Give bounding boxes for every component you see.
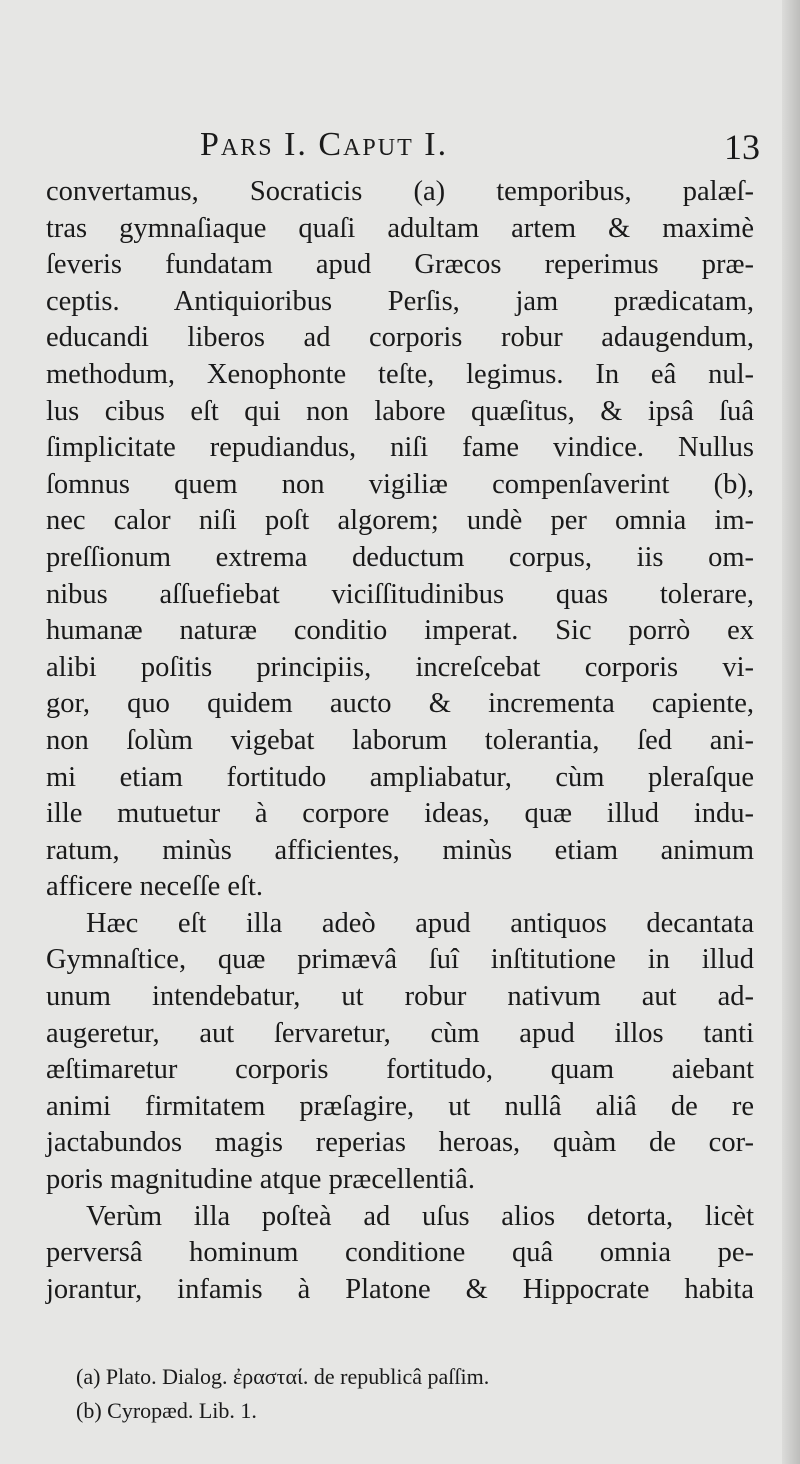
footnote-a: (a) Plato. Dialog. ἐρασταί. de republicâ paſſim. bbox=[76, 1364, 490, 1389]
text-line: ſimplicitate repudiandus, niſi fame vindice. Nullus bbox=[46, 432, 754, 464]
text-line: ceptis. Antiquioribus Perſis, jam prædicatam, bbox=[46, 285, 754, 317]
text-line: Hæc eſt illa adeò apud antiquos decantata bbox=[86, 907, 754, 939]
text-line: Verùm illa poſteà ad uſus alios detorta, licèt bbox=[86, 1200, 754, 1232]
page-number: 13 bbox=[724, 127, 760, 167]
text-line: ſomnus quem non vigiliæ compenſaverint (b), bbox=[46, 468, 754, 500]
text-line: convertamus, Socraticis (a) temporibus, palæſ- bbox=[46, 176, 754, 207]
text-line: ratum, minùs afficientes, minùs etiam animum bbox=[46, 834, 754, 866]
text-line: gor, quo quidem aucto & incrementa capiente, bbox=[46, 688, 754, 720]
text-line: methodum, Xenophonte teſte, legimus. In eâ nul- bbox=[46, 358, 754, 390]
running-head: Pars I. Caput I. bbox=[200, 126, 449, 163]
text-line: tras gymnaſiaque quaſi adultam artem & maximè bbox=[46, 212, 754, 244]
text-line: alibi poſitis principiis, increſcebat corporis vi- bbox=[46, 651, 754, 683]
text-line: nec calor niſi poſt algorem; undè per omnia im- bbox=[46, 505, 754, 537]
text-line: non ſolùm vigebat laborum tolerantia, ſed ani- bbox=[46, 724, 754, 756]
text-line: augeretur, aut ſervaretur, cùm apud illos tanti bbox=[46, 1017, 754, 1049]
text-line: jactabundos magis reperias heroas, quàm de cor- bbox=[46, 1127, 754, 1159]
text-line: ſeveris fundatam apud Græcos reperimus præ- bbox=[46, 249, 754, 281]
text-line: nibus aſſuefiebat viciſſitudinibus quas tolerare, bbox=[46, 578, 754, 610]
body-text bbox=[46, 174, 754, 1308]
text-line: lus cibus eſt qui non labore quæſitus, & ipsâ ſuâ bbox=[46, 395, 754, 427]
text-line: mi etiam fortitudo ampliabatur, cùm pleraſque bbox=[46, 761, 754, 793]
text-line: unum intendebatur, ut robur nativum aut ad- bbox=[46, 981, 754, 1013]
text-line: animi firmitatem præſagire, ut nullâ aliâ de re bbox=[46, 1090, 754, 1122]
text-line: perversâ hominum conditione quâ omnia pe- bbox=[46, 1237, 754, 1269]
text-line: Gymnaſtice, quæ primævâ ſuî inſtitutione in illud bbox=[46, 944, 754, 976]
text-line: afficere neceſſe eſt. bbox=[46, 871, 264, 903]
page-header bbox=[200, 126, 760, 176]
text-line: preſſionum extrema deductum corpus, iis om- bbox=[46, 541, 754, 573]
footnote-b: (b) Cyropæd. Lib. 1. bbox=[76, 1398, 257, 1423]
text-line: poris magnitudine atque præcellentiâ. bbox=[46, 1164, 475, 1196]
text-line: æſtimaretur corporis fortitudo, quam aiebant bbox=[46, 1054, 754, 1086]
text-line: ille mutuetur à corpore ideas, quæ illud indu- bbox=[46, 798, 754, 830]
text-line: educandi liberos ad corporis robur adaugendum, bbox=[46, 322, 754, 354]
text-line: jorantur, infamis à Platone & Hippocrate habita bbox=[46, 1273, 754, 1305]
text-line: humanæ naturæ conditio imperat. Sic porrò ex bbox=[46, 615, 754, 647]
footnotes bbox=[76, 1360, 736, 1428]
